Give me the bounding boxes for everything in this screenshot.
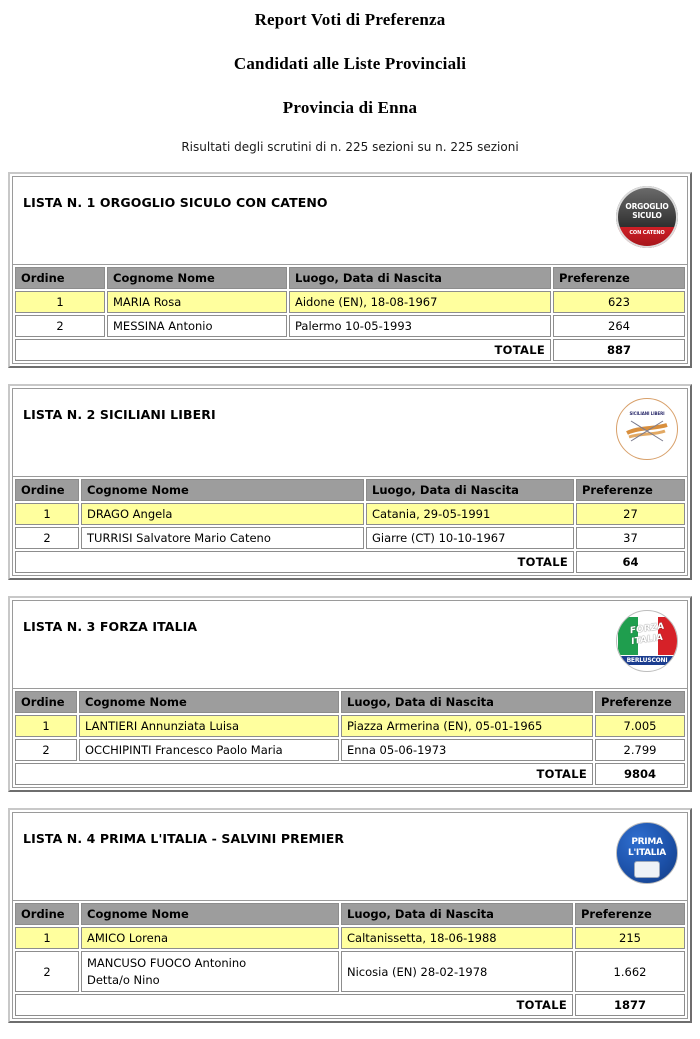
- cell-luogo-data: Aidone (EN), 18-08-1967: [289, 291, 551, 313]
- list-block: [8, 384, 692, 580]
- total-row: [15, 994, 685, 1016]
- cell-cognome-nome: MARIA Rosa: [107, 291, 287, 313]
- list-title: LISTA N. 3 FORZA ITALIA: [23, 619, 198, 634]
- table-row: [15, 315, 685, 337]
- cell-luogo-data: Caltanissetta, 18-06-1988: [341, 927, 573, 949]
- list-inner: [12, 600, 688, 788]
- total-row: [15, 551, 685, 573]
- total-value: 1877: [575, 994, 685, 1016]
- cell-ordine: 1: [15, 291, 105, 313]
- cell-cognome-nome: TURRISI Salvatore Mario Cateno: [81, 527, 364, 549]
- candidates-table: [13, 477, 687, 575]
- report-header: [0, 0, 700, 154]
- list-inner: [12, 176, 688, 364]
- list-title: LISTA N. 4 PRIMA L'ITALIA - SALVINI PREMIER: [23, 831, 345, 846]
- cell-preferenze: 7.005: [595, 715, 685, 737]
- table-header-row: [15, 691, 685, 713]
- cell-luogo-data: Nicosia (EN) 28-02-1978: [341, 951, 573, 992]
- cell-ordine: 2: [15, 739, 77, 761]
- cell-preferenze: 37: [576, 527, 685, 549]
- candidates-table: [13, 689, 687, 787]
- list-header: [13, 177, 687, 265]
- cell-luogo-data: Palermo 10-05-1993: [289, 315, 551, 337]
- col-header-luogo-data: Luogo, Data di Nascita: [341, 691, 593, 713]
- cell-luogo-data: Enna 05-06-1973: [341, 739, 593, 761]
- page-subtitle-provincia: Provincia di Enna: [282, 98, 418, 117]
- list-logo: [616, 186, 678, 248]
- list-inner: [12, 812, 688, 1019]
- cell-cognome-nome: MANCUSO FUOCO Antonino Detta/o Nino: [81, 951, 339, 992]
- col-header-preferenze: Preferenze: [576, 479, 685, 501]
- col-header-cognome-nome: Cognome Nome: [81, 903, 339, 925]
- total-value: 887: [553, 339, 685, 361]
- col-header-preferenze: Preferenze: [595, 691, 685, 713]
- table-header-row: [15, 479, 685, 501]
- cell-luogo-data: Giarre (CT) 10-10-1967: [366, 527, 574, 549]
- col-header-cognome-nome: Cognome Nome: [79, 691, 339, 713]
- list-block: [8, 172, 692, 368]
- cell-preferenze: 215: [575, 927, 685, 949]
- list-logo: [616, 610, 678, 672]
- candidates-table: [13, 265, 687, 363]
- table-row: [15, 291, 685, 313]
- cell-ordine: 2: [15, 527, 79, 549]
- total-label: TOTALE: [15, 339, 551, 361]
- total-value: 9804: [595, 763, 685, 785]
- cell-ordine: 2: [15, 951, 79, 992]
- total-row: [15, 339, 685, 361]
- list-logo: [616, 822, 678, 884]
- list-title: LISTA N. 1 ORGOGLIO SICULO CON CATENO: [23, 195, 328, 210]
- page-title: Report Voti di Preferenza: [254, 10, 446, 29]
- list-title: LISTA N. 2 SICILIANI LIBERI: [23, 407, 216, 422]
- col-header-luogo-data: Luogo, Data di Nascita: [341, 903, 573, 925]
- total-label: TOTALE: [15, 763, 593, 785]
- list-header: [13, 389, 687, 477]
- col-header-preferenze: Preferenze: [553, 267, 685, 289]
- col-header-cognome-nome: Cognome Nome: [107, 267, 287, 289]
- total-row: [15, 763, 685, 785]
- cell-preferenze: 1.662: [575, 951, 685, 992]
- orgoglio-siculo-logo: ORGOGLIO SICULO CON CATENO: [616, 186, 678, 248]
- forza-italia-logo: FORZA ITALIA BERLUSCONI: [616, 610, 678, 672]
- table-row: [15, 527, 685, 549]
- table-row: [15, 739, 685, 761]
- cell-ordine: 2: [15, 315, 105, 337]
- cell-cognome-nome: OCCHIPINTI Francesco Paolo Maria: [79, 739, 339, 761]
- table-row: [15, 503, 685, 525]
- list-logo: [616, 398, 678, 460]
- col-header-luogo-data: Luogo, Data di Nascita: [366, 479, 574, 501]
- col-header-ordine: Ordine: [15, 903, 79, 925]
- col-header-luogo-data: Luogo, Data di Nascita: [289, 267, 551, 289]
- cell-preferenze: 27: [576, 503, 685, 525]
- col-header-ordine: Ordine: [15, 479, 79, 501]
- page-subtitle-candidati: Candidati alle Liste Provinciali: [233, 54, 467, 73]
- col-header-ordine: Ordine: [15, 267, 105, 289]
- col-header-ordine: Ordine: [15, 691, 77, 713]
- table-header-row: [15, 267, 685, 289]
- cell-ordine: 1: [15, 927, 79, 949]
- cell-cognome-nome: LANTIERI Annunziata Luisa: [79, 715, 339, 737]
- list-inner: [12, 388, 688, 576]
- cell-preferenze: 264: [553, 315, 685, 337]
- cell-cognome-nome: DRAGO Angela: [81, 503, 364, 525]
- siciliani-liberi-logo: SICILIANI LIBERI: [616, 398, 678, 460]
- list-block: [8, 808, 692, 1023]
- col-header-cognome-nome: Cognome Nome: [81, 479, 364, 501]
- col-header-preferenze: Preferenze: [575, 903, 685, 925]
- table-row: [15, 927, 685, 949]
- cell-ordine: 1: [15, 503, 79, 525]
- list-header: [13, 601, 687, 689]
- cell-cognome-nome: MESSINA Antonio: [107, 315, 287, 337]
- table-row: [15, 715, 685, 737]
- candidates-table: [13, 901, 687, 1018]
- cell-cognome-nome: AMICO Lorena: [81, 927, 339, 949]
- scrutini-status-text: Risultati degli scrutini di n. 225 sezioni su n. 225 sezioni: [181, 140, 519, 154]
- total-value: 64: [576, 551, 685, 573]
- prima-litalia-logo: PRIMA L'ITALIA: [616, 822, 678, 884]
- list-header: [13, 813, 687, 901]
- cell-ordine: 1: [15, 715, 77, 737]
- total-label: TOTALE: [15, 994, 573, 1016]
- total-label: TOTALE: [15, 551, 574, 573]
- cell-luogo-data: Catania, 29-05-1991: [366, 503, 574, 525]
- cell-preferenze: 623: [553, 291, 685, 313]
- cell-luogo-data: Piazza Armerina (EN), 05-01-1965: [341, 715, 593, 737]
- table-row: [15, 951, 685, 992]
- cell-preferenze: 2.799: [595, 739, 685, 761]
- lists-container: [0, 172, 700, 1023]
- table-header-row: [15, 903, 685, 925]
- list-block: [8, 596, 692, 792]
